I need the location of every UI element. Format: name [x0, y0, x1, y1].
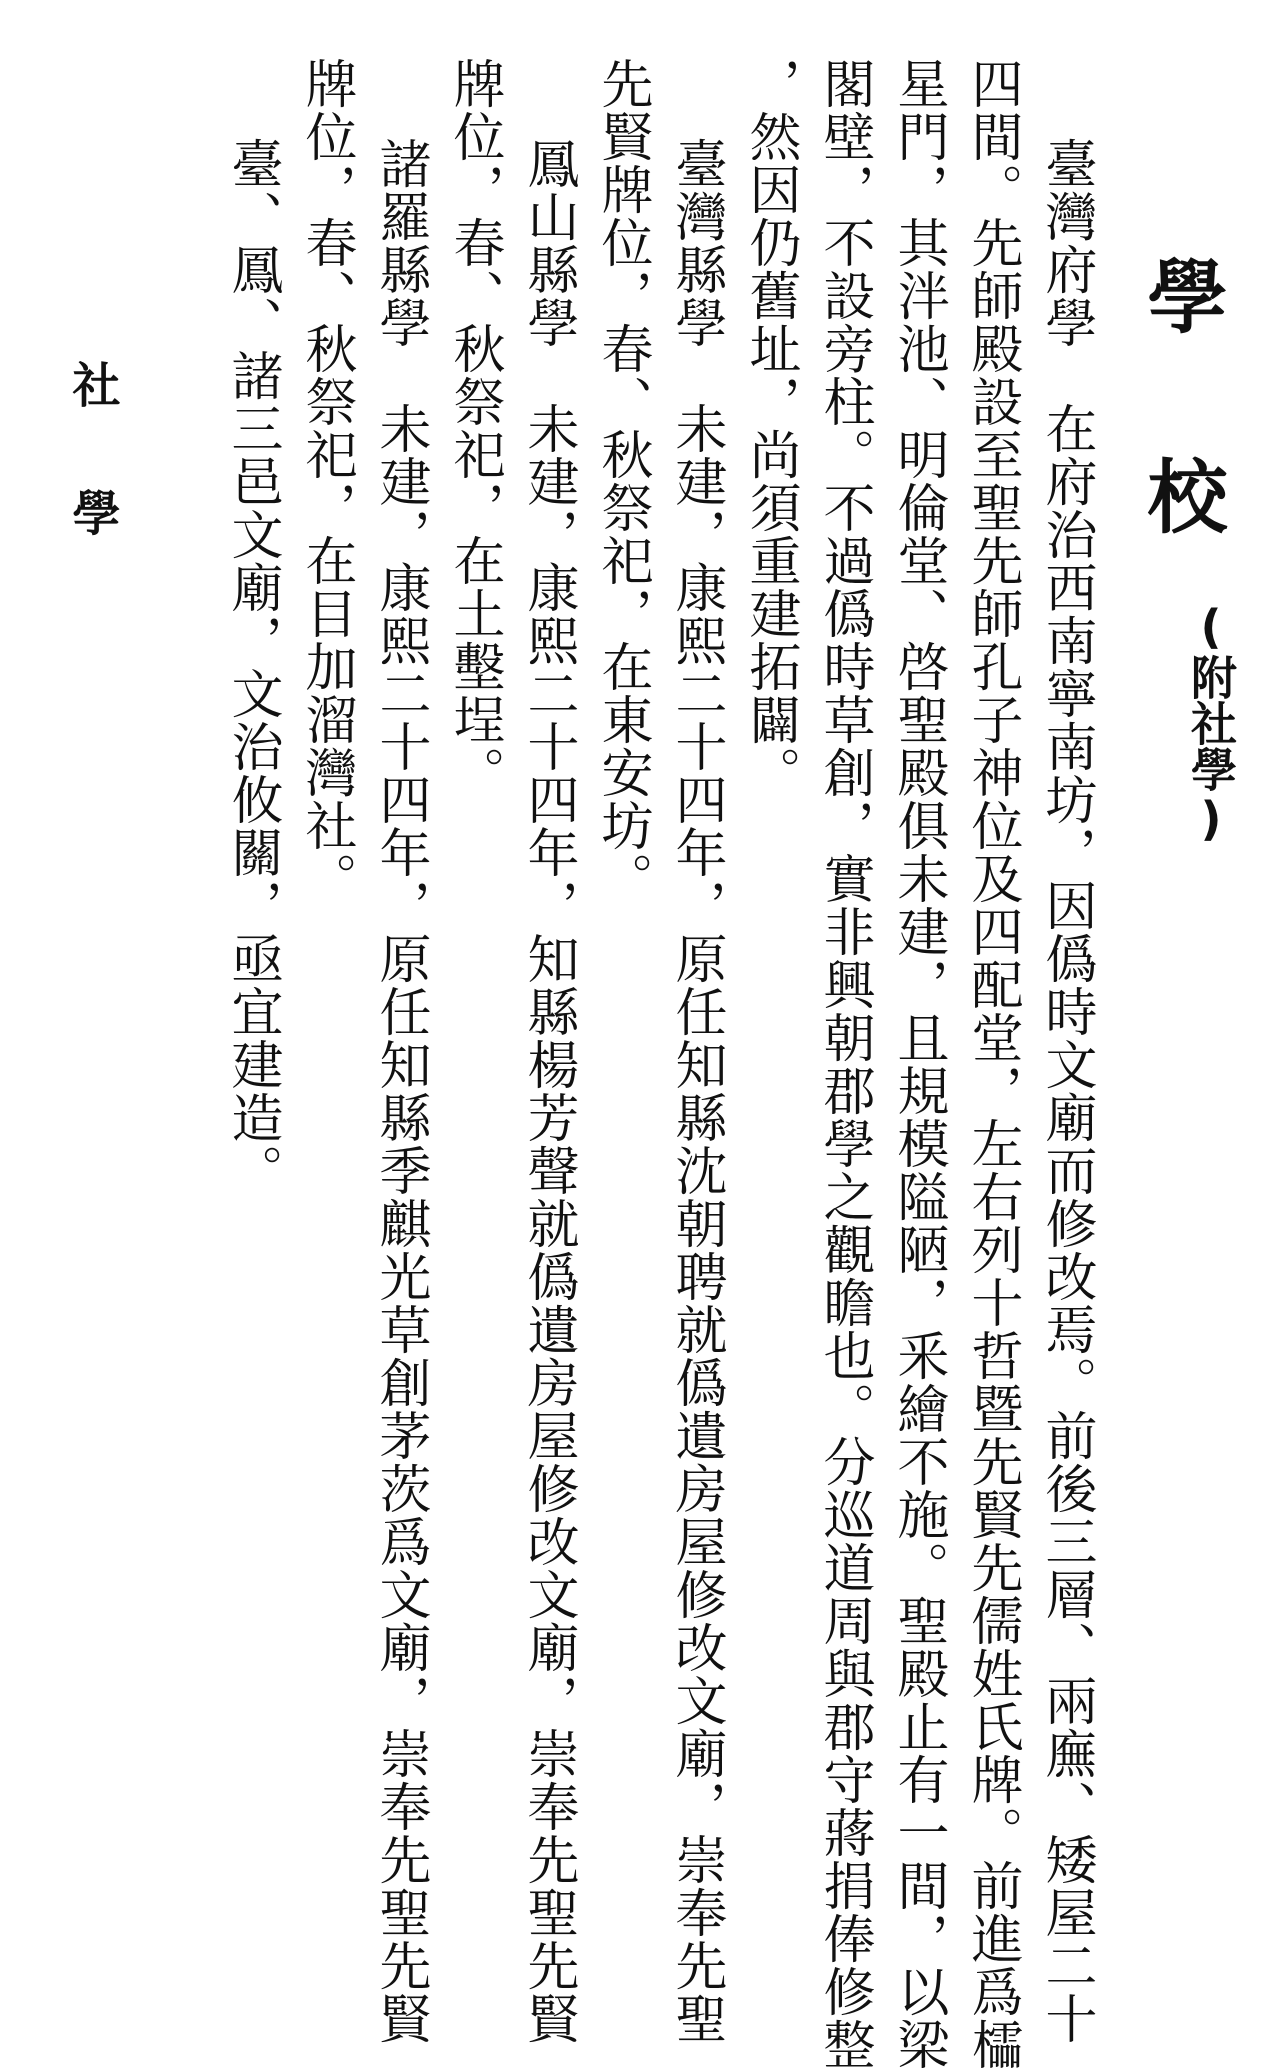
section-heading: 社學: [64, 360, 120, 616]
text-column: 臺灣府學 在府治西南寧南坊，因僞時文廟而修改焉。前後三層、兩廡、矮屋二十: [1036, 137, 1096, 2045]
text-column: 四間。先師殿設至聖先師孔子神位及四配堂，左右列十哲暨先賢先儒姓氏牌。前進爲櫺: [962, 57, 1022, 2071]
text-column: 閣壁，不設旁柱。不過僞時草創，實非興朝郡學之觀瞻也。分巡道周與郡守蔣捐俸修整: [814, 57, 874, 2071]
text-column: ，然因仍舊址，尚須重建拓闢。: [740, 57, 800, 799]
title-note: (附社學): [1184, 600, 1238, 846]
page-title: 學校: [1134, 255, 1227, 655]
text-column: 諸羅縣學 未建，康熙二十四年，原任知縣季麒光草創茅茨爲文廟，崇奉先聖先賢: [370, 137, 430, 2045]
text-column: 牌位，春、秋祭祀，在目加溜灣社。: [296, 57, 356, 905]
text-column: 臺灣縣學 未建，康熙二十四年，原任知縣沈朝聘就僞遺房屋修改文廟，崇奉先聖: [666, 137, 726, 2045]
text-column: 臺、鳳、諸三邑文廟，文治攸關，亟宜建造。: [222, 137, 282, 1197]
text-column: 星門，其泮池、明倫堂、啓聖殿俱未建，且規模隘陋，釆繪不施。聖殿止有一間，以梁: [888, 57, 948, 2071]
text-column: 牌位，春、秋祭祀，在土墼埕。: [444, 57, 504, 799]
text-column: 鳳山縣學 未建，康熙二十四年，知縣楊芳聲就僞遺房屋修改文廟，崇奉先聖先賢: [518, 137, 578, 2045]
text-column: 先賢牌位，春、秋祭祀，在東安坊。: [592, 57, 652, 905]
